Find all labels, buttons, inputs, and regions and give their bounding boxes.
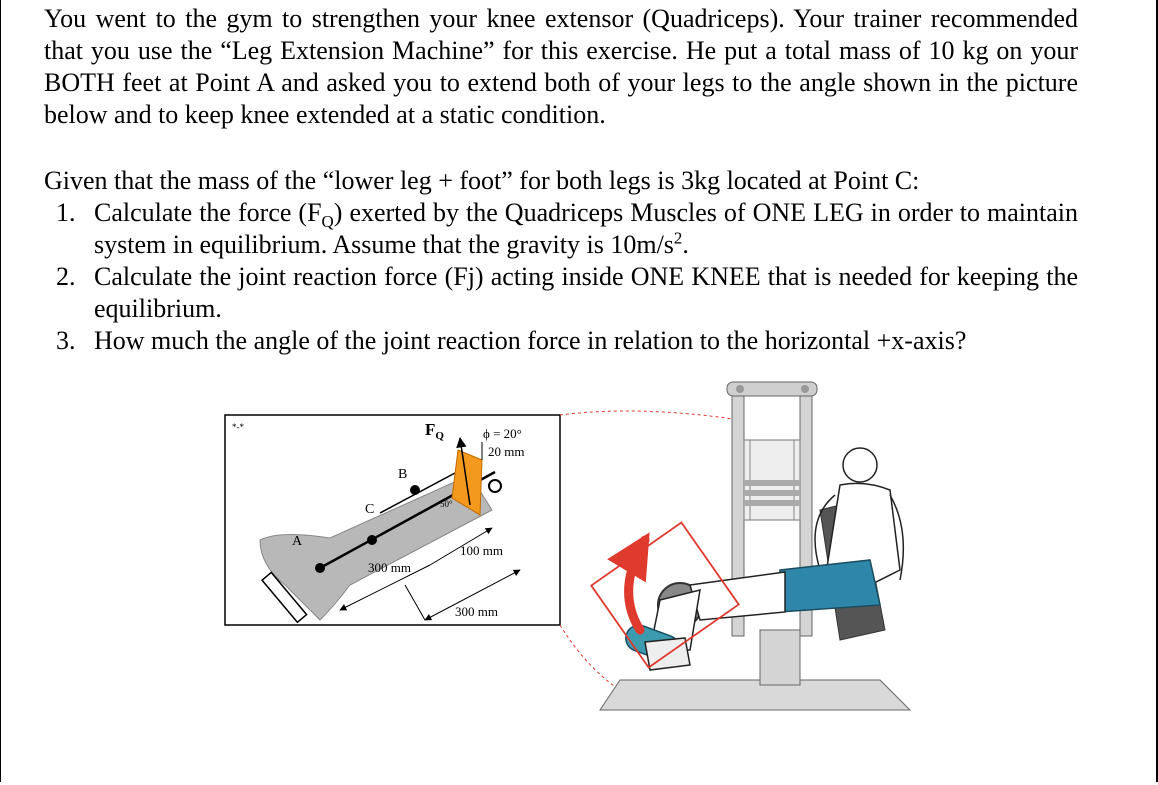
- intro-paragraph: You went to the gym to strengthen your knee extensor (Quadriceps). Your trainer recommended that you use the “Leg Extension Machine” for this exercise. He put a total mass of 10 kg on your BOTH feet at Point A and asked you to extend both of your legs to the angle shown in the picture below and to keep knee extended at a static condition.: [44, 4, 1078, 129]
- question-1: [44, 197, 1078, 261]
- knee-joint-o: [489, 480, 501, 492]
- dim-20mm-label: 20 mm: [488, 444, 525, 459]
- dim-300a-label: 300 mm: [368, 560, 411, 575]
- motion-arrow: [629, 540, 645, 630]
- fq-label: $F_Q$: [425, 420, 444, 442]
- subscript-q: Q: [321, 212, 334, 232]
- question-text: Calculate the force (F: [94, 198, 322, 227]
- point-c-label: C: [365, 502, 375, 517]
- question-2: [44, 261, 1078, 325]
- question-text: How much the angle of the joint reaction force in relation to the horizontal +x-axis?: [94, 326, 967, 355]
- dim-300b-label: 300 mm: [455, 604, 498, 619]
- dim-100mm-label: 100 mm: [460, 543, 503, 558]
- leg-extension-figure: [220, 380, 1100, 780]
- point-a-label: A: [292, 534, 303, 549]
- angle-50-label: 50°: [440, 499, 453, 509]
- point-b-label: B: [398, 467, 408, 482]
- phi-label: ϕ = 20°: [483, 426, 522, 441]
- point-b-dot: [410, 485, 420, 495]
- question-text-end: .: [682, 230, 689, 259]
- question-number: 1.: [56, 198, 76, 227]
- point-a-dot: [315, 563, 325, 573]
- point-c-dot: [367, 535, 377, 545]
- corner-mark: *-*: [232, 422, 244, 432]
- figure-svg: [220, 380, 1100, 780]
- question-list: [44, 197, 1078, 357]
- superscript-2: 2: [673, 228, 683, 248]
- given-paragraph: Given that the mass of the “lower leg + foot” for both legs is 3kg located at Point C:: [44, 166, 920, 195]
- question-number: 3.: [56, 326, 76, 355]
- question-3: [44, 325, 1078, 357]
- question-text: Calculate the joint reaction force (Fj) acting inside ONE KNEE that is needed for keeping the equilibrium.: [94, 262, 1078, 323]
- question-text-cont: ) exerted by the Quadriceps Muscles of ONE LEG in order to maintain system in equilibrium. Assume that the gravity is 10m/s: [94, 198, 1079, 259]
- connector-top: [560, 411, 740, 420]
- question-number: 2.: [56, 262, 76, 291]
